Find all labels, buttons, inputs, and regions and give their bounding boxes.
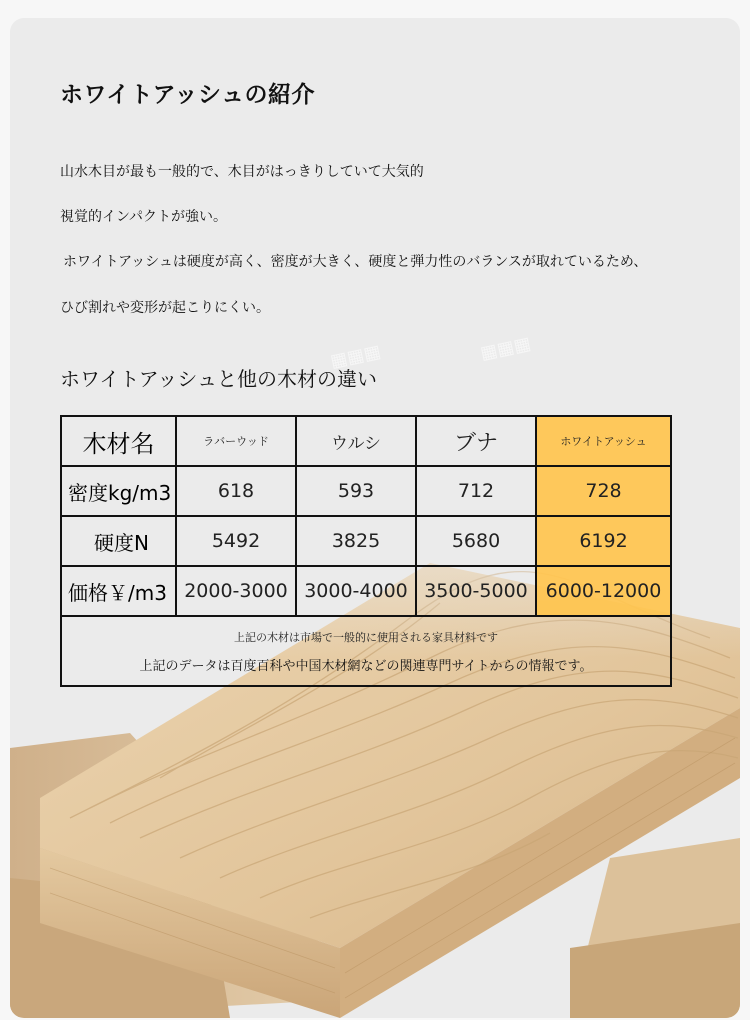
table-row [61, 466, 671, 516]
intro-paragraph: 山水木目が最も一般的で、木目がはっきりしていて大気的 [60, 164, 424, 180]
row-label-price: 価格￥/m3 [61, 566, 176, 616]
table-notes-row [61, 616, 671, 686]
section-subtitle: ホワイトアッシュと他の木材の違い [60, 367, 377, 391]
table-row [61, 566, 671, 616]
table-note: 上記の木材は市場で一般的に使用される家具材料です [234, 630, 498, 644]
table-cell: 5492 [176, 516, 296, 566]
table-cell: 2000-3000 [176, 566, 296, 616]
table-notes-cell [61, 616, 671, 686]
table-header-row [61, 416, 671, 466]
table-cell: 593 [296, 466, 416, 516]
header-cell-white-ash: ホワイトアッシュ [536, 416, 671, 466]
watermark: ▦▦▦ [328, 340, 383, 373]
table-cell: 712 [416, 466, 536, 516]
table-cell: 3500-5000 [416, 566, 536, 616]
table-cell-highlight: 728 [536, 466, 671, 516]
header-cell-beech: ブナ [416, 416, 536, 466]
table-row [61, 516, 671, 566]
row-label-hardness: 硬度N [61, 516, 176, 566]
page-title: ホワイトアッシュの紹介 [60, 82, 316, 108]
intro-paragraph: ホワイトアッシュは硬度が高く、密度が大きく、硬度と弾力性のバランスが取れているため、 [63, 254, 648, 270]
intro-paragraph: 視覚的インパクトが強い。 [60, 209, 228, 225]
table-note: 上記のデータは百度百科や中国木材網などの関連専門サイトからの情報です。 [139, 658, 593, 674]
table-cell: 618 [176, 466, 296, 516]
watermark: ▦▦▦ [478, 332, 533, 365]
table-cell: 5680 [416, 516, 536, 566]
header-cell-rubberwood: ラバーウッド [176, 416, 296, 466]
row-label-density: 密度kg/m3 [61, 466, 176, 516]
table-cell: 3825 [296, 516, 416, 566]
table-cell-highlight: 6000-12000 [536, 566, 671, 616]
wood-comparison-table [60, 415, 672, 687]
table-cell: 3000-4000 [296, 566, 416, 616]
table-cell-highlight: 6192 [536, 516, 671, 566]
intro-paragraph: ひび割れや変形が起こりにくい。 [60, 300, 270, 316]
header-cell-wood-name: 木材名 [61, 416, 176, 466]
header-cell-urushi: ウルシ [296, 416, 416, 466]
